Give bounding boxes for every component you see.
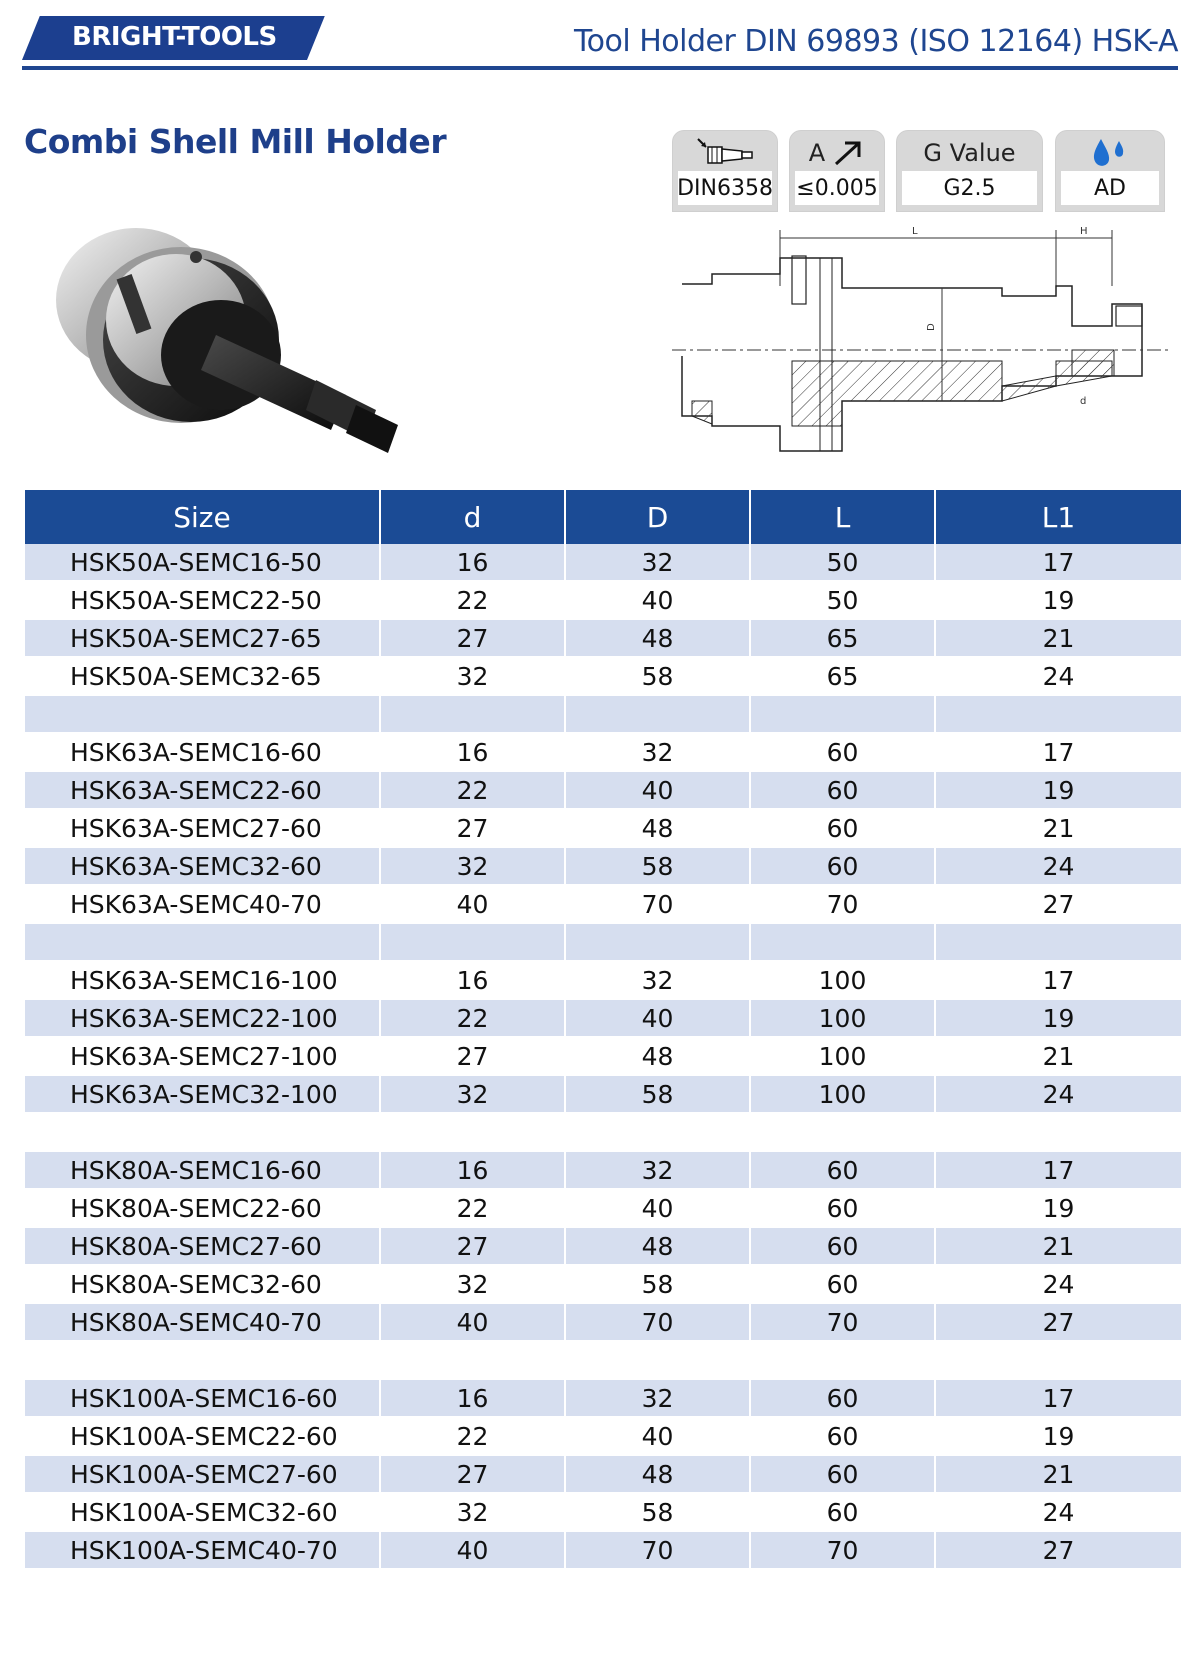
value-cell — [750, 1341, 935, 1379]
value-cell — [750, 923, 935, 961]
value-cell — [565, 1341, 750, 1379]
value-cell: 17 — [935, 544, 1181, 581]
value-cell: 58 — [565, 1493, 750, 1531]
value-cell — [750, 695, 935, 733]
value-cell — [565, 923, 750, 961]
value-cell: 40 — [565, 1417, 750, 1455]
table-spacer-row — [25, 695, 1181, 733]
table-body — [25, 544, 1181, 1569]
value-cell: 60 — [750, 809, 935, 847]
dimension-H: H — [1080, 226, 1088, 237]
value-cell: 60 — [750, 1493, 935, 1531]
value-cell — [380, 1341, 565, 1379]
value-cell: 32 — [565, 544, 750, 581]
size-cell: HSK80A-SEMC40-70 — [25, 1303, 380, 1341]
size-cell: HSK50A-SEMC32-65 — [25, 657, 380, 695]
spec-value-collet: DIN6358 — [678, 171, 772, 205]
value-cell: 40 — [565, 1189, 750, 1227]
value-cell: 60 — [750, 1227, 935, 1265]
spec-box-coolant — [1055, 130, 1165, 212]
spec-box-collet — [672, 130, 778, 212]
table-spacer-row — [25, 1341, 1181, 1379]
value-cell: 32 — [380, 1265, 565, 1303]
size-cell: HSK50A-SEMC22-50 — [25, 581, 380, 619]
value-cell: 70 — [750, 1531, 935, 1569]
dimension-d: d — [1080, 396, 1087, 407]
value-cell: 19 — [935, 1417, 1181, 1455]
dimension-L: L — [912, 226, 918, 237]
value-cell: 24 — [935, 657, 1181, 695]
value-cell: 32 — [380, 657, 565, 695]
table-row — [25, 961, 1181, 999]
value-cell: 48 — [565, 619, 750, 657]
document-title: Tool Holder DIN 69893 (ISO 12164) HSK-A — [573, 24, 1178, 59]
runout-label: A — [808, 139, 826, 167]
size-cell — [25, 1341, 380, 1379]
value-cell: 100 — [750, 1075, 935, 1113]
value-cell: 22 — [380, 999, 565, 1037]
table-row — [25, 581, 1181, 619]
header-divider — [22, 66, 1178, 70]
product-photo — [26, 205, 436, 485]
value-cell: 22 — [380, 1417, 565, 1455]
size-cell: HSK63A-SEMC22-60 — [25, 771, 380, 809]
size-cell: HSK80A-SEMC22-60 — [25, 1189, 380, 1227]
table-row — [25, 771, 1181, 809]
table-row — [25, 1417, 1181, 1455]
table-row — [25, 847, 1181, 885]
value-cell: 100 — [750, 1037, 935, 1075]
value-cell: 27 — [380, 809, 565, 847]
value-cell: 48 — [565, 1455, 750, 1493]
value-cell: 27 — [380, 1227, 565, 1265]
brand-name: BRIGHT-TOOLS — [72, 22, 277, 52]
value-cell: 27 — [935, 885, 1181, 923]
value-cell: 60 — [750, 847, 935, 885]
value-cell: 27 — [935, 1303, 1181, 1341]
column-header: D — [565, 490, 750, 544]
size-cell: HSK63A-SEMC27-100 — [25, 1037, 380, 1075]
table-row — [25, 1075, 1181, 1113]
size-cell: HSK100A-SEMC27-60 — [25, 1455, 380, 1493]
value-cell: 60 — [750, 771, 935, 809]
table-row — [25, 733, 1181, 771]
value-cell: 100 — [750, 961, 935, 999]
value-cell: 17 — [935, 733, 1181, 771]
size-cell: HSK100A-SEMC40-70 — [25, 1531, 380, 1569]
value-cell: 19 — [935, 1189, 1181, 1227]
value-cell: 65 — [750, 619, 935, 657]
value-cell: 19 — [935, 771, 1181, 809]
value-cell — [935, 1113, 1181, 1151]
column-header: Size — [25, 490, 380, 544]
value-cell: 60 — [750, 1265, 935, 1303]
table-row — [25, 1227, 1181, 1265]
value-cell: 32 — [380, 1493, 565, 1531]
value-cell: 17 — [935, 961, 1181, 999]
value-cell: 22 — [380, 771, 565, 809]
coolant-drops-icon — [1056, 131, 1164, 175]
size-cell — [25, 695, 380, 733]
value-cell: 40 — [380, 1531, 565, 1569]
value-cell: 21 — [935, 1227, 1181, 1265]
size-cell: HSK80A-SEMC32-60 — [25, 1265, 380, 1303]
value-cell: 32 — [565, 1151, 750, 1189]
table-spacer-row — [25, 923, 1181, 961]
value-cell: 32 — [565, 733, 750, 771]
size-cell: HSK63A-SEMC16-60 — [25, 733, 380, 771]
table-row — [25, 1455, 1181, 1493]
value-cell: 17 — [935, 1151, 1181, 1189]
size-cell: HSK100A-SEMC22-60 — [25, 1417, 380, 1455]
value-cell: 48 — [565, 809, 750, 847]
value-cell: 58 — [565, 1265, 750, 1303]
spec-box-runout — [789, 130, 885, 212]
value-cell: 21 — [935, 619, 1181, 657]
value-cell: 21 — [935, 1037, 1181, 1075]
size-cell: HSK50A-SEMC27-65 — [25, 619, 380, 657]
value-cell: 24 — [935, 1075, 1181, 1113]
value-cell: 70 — [750, 1303, 935, 1341]
size-cell: HSK100A-SEMC16-60 — [25, 1379, 380, 1417]
value-cell: 17 — [935, 1379, 1181, 1417]
value-cell — [380, 1113, 565, 1151]
value-cell: 60 — [750, 733, 935, 771]
column-header: L — [750, 490, 935, 544]
table-row — [25, 885, 1181, 923]
size-cell: HSK63A-SEMC27-60 — [25, 809, 380, 847]
value-cell: 60 — [750, 1417, 935, 1455]
value-cell: 32 — [565, 1379, 750, 1417]
size-cell — [25, 923, 380, 961]
value-cell: 60 — [750, 1189, 935, 1227]
spec-box-balance — [896, 130, 1043, 212]
value-cell: 58 — [565, 847, 750, 885]
table-row — [25, 1493, 1181, 1531]
collet-chuck-icon — [673, 131, 777, 175]
value-cell: 16 — [380, 1151, 565, 1189]
value-cell — [380, 923, 565, 961]
value-cell: 40 — [565, 771, 750, 809]
value-cell: 70 — [565, 885, 750, 923]
value-cell: 27 — [380, 1037, 565, 1075]
size-cell: HSK63A-SEMC32-100 — [25, 1075, 380, 1113]
value-cell — [935, 1341, 1181, 1379]
column-header: d — [380, 490, 565, 544]
value-cell: 40 — [380, 885, 565, 923]
table-row — [25, 809, 1181, 847]
value-cell — [935, 695, 1181, 733]
table-row — [25, 1265, 1181, 1303]
dimension-D: D — [926, 323, 937, 331]
product-title: Combi Shell Mill Holder — [24, 122, 447, 161]
value-cell: 48 — [565, 1037, 750, 1075]
value-cell: 24 — [935, 1265, 1181, 1303]
table-row — [25, 999, 1181, 1037]
value-cell: 27 — [380, 1455, 565, 1493]
value-cell: 32 — [380, 1075, 565, 1113]
runout-arrow-icon — [831, 138, 865, 168]
value-cell: 100 — [750, 999, 935, 1037]
value-cell: 70 — [565, 1531, 750, 1569]
value-cell: 19 — [935, 999, 1181, 1037]
value-cell: 50 — [750, 581, 935, 619]
spec-table — [25, 490, 1181, 1570]
column-header: L1 — [935, 490, 1181, 544]
value-cell: 65 — [750, 657, 935, 695]
value-cell: 40 — [565, 581, 750, 619]
value-cell: 70 — [565, 1303, 750, 1341]
technical-drawing — [672, 226, 1172, 482]
spec-value-coolant: AD — [1061, 171, 1159, 205]
table-row — [25, 619, 1181, 657]
value-cell — [565, 1113, 750, 1151]
value-cell: 60 — [750, 1455, 935, 1493]
value-cell: 27 — [380, 619, 565, 657]
value-cell — [565, 695, 750, 733]
page-header — [0, 0, 1200, 80]
size-cell: HSK100A-SEMC32-60 — [25, 1493, 380, 1531]
balance-label: G Value — [923, 139, 1016, 167]
size-cell: HSK80A-SEMC27-60 — [25, 1227, 380, 1265]
spec-value-balance: G2.5 — [902, 171, 1037, 205]
value-cell: 58 — [565, 1075, 750, 1113]
value-cell: 60 — [750, 1151, 935, 1189]
value-cell: 32 — [380, 847, 565, 885]
value-cell — [750, 1113, 935, 1151]
size-cell: HSK63A-SEMC32-60 — [25, 847, 380, 885]
table-row — [25, 657, 1181, 695]
table-spacer-row — [25, 1113, 1181, 1151]
spec-value-runout: ≤0.005 — [795, 171, 879, 205]
value-cell: 58 — [565, 657, 750, 695]
size-cell: HSK80A-SEMC16-60 — [25, 1151, 380, 1189]
table-header-row — [25, 490, 1181, 544]
value-cell: 60 — [750, 1379, 935, 1417]
size-cell — [25, 1113, 380, 1151]
size-cell: HSK63A-SEMC16-100 — [25, 961, 380, 999]
table-row — [25, 1531, 1181, 1569]
value-cell: 16 — [380, 544, 565, 581]
value-cell: 21 — [935, 1455, 1181, 1493]
value-cell: 21 — [935, 809, 1181, 847]
value-cell: 50 — [750, 544, 935, 581]
value-cell: 32 — [565, 961, 750, 999]
value-cell: 22 — [380, 581, 565, 619]
value-cell: 16 — [380, 733, 565, 771]
value-cell — [935, 923, 1181, 961]
value-cell: 24 — [935, 1493, 1181, 1531]
table-row — [25, 1189, 1181, 1227]
value-cell: 27 — [935, 1531, 1181, 1569]
value-cell: 40 — [565, 999, 750, 1037]
size-cell: HSK50A-SEMC16-50 — [25, 544, 380, 581]
table-row — [25, 1303, 1181, 1341]
value-cell: 48 — [565, 1227, 750, 1265]
table-row — [25, 1037, 1181, 1075]
value-cell: 70 — [750, 885, 935, 923]
value-cell: 22 — [380, 1189, 565, 1227]
value-cell — [380, 695, 565, 733]
size-cell: HSK63A-SEMC40-70 — [25, 885, 380, 923]
value-cell: 24 — [935, 847, 1181, 885]
value-cell: 16 — [380, 961, 565, 999]
table-row — [25, 1151, 1181, 1189]
value-cell: 40 — [380, 1303, 565, 1341]
table-row — [25, 544, 1181, 581]
size-cell: HSK63A-SEMC22-100 — [25, 999, 380, 1037]
value-cell: 19 — [935, 581, 1181, 619]
value-cell: 16 — [380, 1379, 565, 1417]
table-row — [25, 1379, 1181, 1417]
